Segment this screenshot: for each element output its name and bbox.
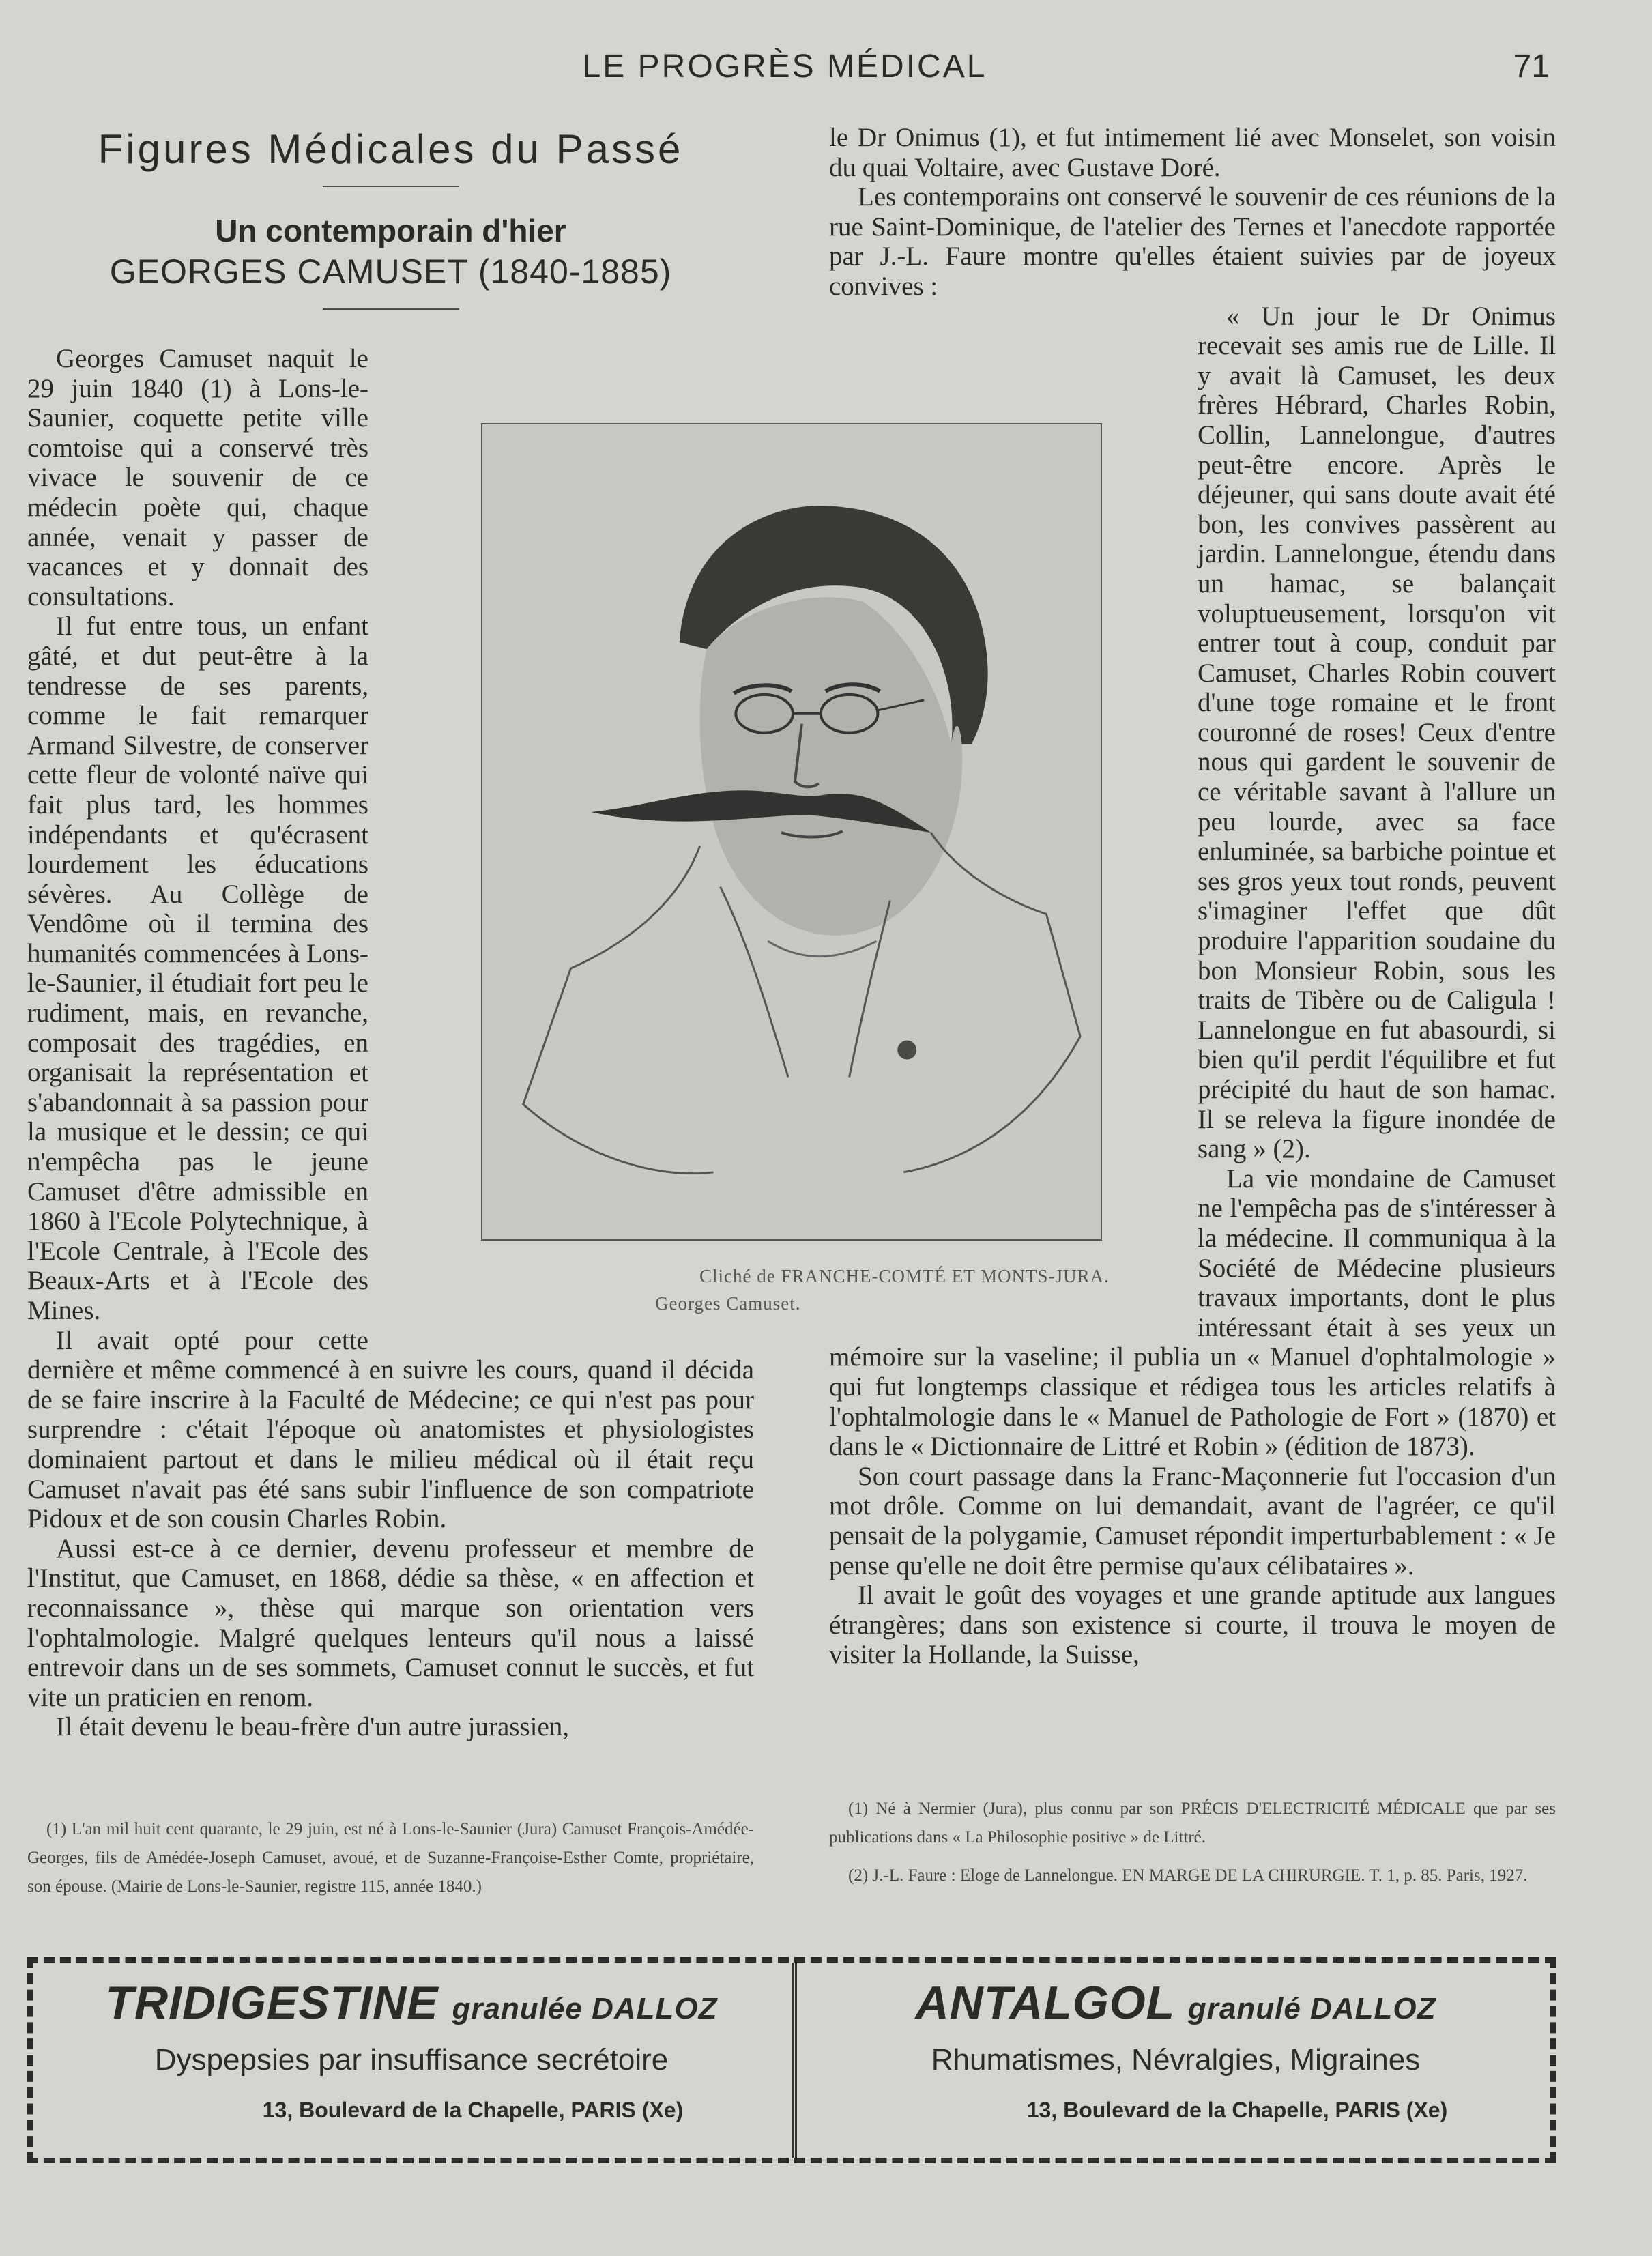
ad-divider bbox=[792, 1963, 797, 2158]
ad-indication: Rhumatismes, Névralgies, Migraines bbox=[931, 2043, 1421, 2077]
footnotes-left bbox=[27, 1815, 754, 1911]
ad-product: TRIDIGESTINE bbox=[105, 1977, 439, 2029]
journal-title: LE PROGRÈS MÉDICAL bbox=[582, 48, 987, 85]
paragraph: Il était devenu le beau-frère d'un autre jurassien, bbox=[56, 1712, 570, 1742]
section-title: Figures Médicales du Passé bbox=[98, 126, 684, 172]
paragraph: Il avait opté pour cette dernière et même commencé à en suivre les cours, quand il décida de se faire inscrire à la Faculté de Médecine; ce qui n'est pas pour surprendre : c'était l'époque où anatomistes et physiologistes dominaient partout et dans le milieu médical où il était reçu Camuset n'avait pas été sans subir l'influence de son compatriote Pidoux et de son cousin Charles Robin. bbox=[27, 1325, 754, 1534]
paragraph: Aussi est-ce à ce dernier, devenu professeur et membre de l'Institut, que Camuset, en 1868, dédie sa thèse, « en affection et reconnaissance », thèse qui marque son orientation vers l'ophtalmologie. Malgré quelques lenteurs qu'il nous a laissé entrevoir dans un de ses sommets, Camuset connut le succès, et fut vite un praticien en renom. bbox=[27, 1533, 754, 1712]
subject-rule bbox=[323, 308, 459, 310]
footnote: (2) J.-L. Faure : Eloge de Lannelongue. EN MARGE DE LA CHIRURGIE. T. 1, p. 85. Paris, 1927. bbox=[848, 1866, 1528, 1885]
paragraph: Georges Camuset naquit le 29 juin 1840 (1) à Lons-le-Saunier, coquette petite ville comtoise qui a conservé très vivace le souvenir de ce médecin poète qui, chaque année, venait y passer de vacances et y donnait des consultations. bbox=[27, 344, 368, 611]
page-number: 71 bbox=[1513, 48, 1550, 85]
advertisement-banner bbox=[27, 1957, 1556, 2163]
footnotes-right bbox=[829, 1795, 1556, 1900]
ad-suffix: granulé DALLOZ bbox=[1187, 1992, 1436, 2025]
paragraph: Il avait le goût des voyages et une grande aptitude aux langues étrangères; dans son existence si courte, il trouva le moyen de visiter la Hollande, la Suisse, bbox=[829, 1580, 1556, 1670]
article-subtitle: Un contemporain d'hier bbox=[215, 213, 566, 248]
paragraph: Les contemporains ont conservé le souvenir de ces réunions de la rue Saint-Dominique, de l'atelier des Ternes et l'anecdote rapportée par J.-L. Faure montre qu'elles étaient suivies par de joyeux convives : bbox=[829, 182, 1556, 301]
title-rule bbox=[323, 186, 459, 187]
ad-product: ANTALGOL bbox=[915, 1977, 1174, 2029]
ad-address: 13, Boulevard de la Chapelle, PARIS (Xe) bbox=[262, 2098, 684, 2122]
ad-address: 13, Boulevard de la Chapelle, PARIS (Xe) bbox=[1026, 2098, 1448, 2122]
footnote: (1) Né à Nermier (Jura), plus connu par son PRÉCIS D'ELECTRICITÉ MÉDICALE que par ses publications dans « La Philosophie positive » de Littré. bbox=[829, 1799, 1556, 1847]
ad-tridigestine bbox=[33, 1963, 790, 2158]
paragraph: le Dr Onimus (1), et fut intimement lié avec Monselet, son voisin du quai Voltaire, avec Gustave Doré. bbox=[829, 123, 1556, 182]
ad-antalgol bbox=[797, 1963, 1554, 2158]
paragraph: Son court passage dans la Franc-Maçonnerie fut l'occasion d'un mot drôle. Comme on lui demandait, avant de l'agréer, ce qu'il pensait de la polygamie, Camuset répondit imperturbablement : « Je pense qu'elle ne doit être permise qu'aux célibataires ». bbox=[829, 1461, 1556, 1580]
caption-name: Georges Camuset. bbox=[655, 1293, 801, 1314]
ad-suffix: granulée DALLOZ bbox=[452, 1992, 718, 2025]
paragraph: La vie mondaine de Camuset ne l'empêcha pas de s'intéresser à la médecine. Il communiqua à la Société de Médecine plusieurs travaux importants, dont le plus intéressant était à ses yeux un mémoire sur la vaseline; il publia un « Manuel d'ophtalmologie » qui fut longtemps classique et rédigea tous les articles relatifs à l'ophtalmologie dans le « Manuel de Pathologie de Fort » (1870) et dans le « Dictionnaire de Littré et Robin » (édition de 1873). bbox=[829, 1163, 1556, 1462]
portrait-caption bbox=[655, 1262, 1187, 1317]
footnote: (1) L'an mil huit cent quarante, le 29 juin, est né à Lons-le-Saunier (Jura) Camuset François-Amédée-Georges, fils de Amédée-Joseph Camuset, avoué, et de Suzanne-Françoise-Esther Comte, propriétaire, son épouse. (Mairie de Lons-le-Saunier, registre 115, année 1840.) bbox=[27, 1820, 754, 1896]
article-subject: GEORGES CAMUSET (1840-1885) bbox=[109, 252, 672, 291]
portrait-drawing bbox=[482, 424, 1101, 1239]
paragraph: Il fut entre tous, un enfant gâté, et dut peut-être à la tendresse de ses parents, comme le fait remarquer Armand Silvestre, de conserver cette fleur de volonté naïve qui fait plus tard, les hommes indépendants et qu'écrasent lourdement les éducations sévères. Au Collège de Vendôme où il termina des humanités commencées à Lons-le-Saunier, il étudiait fort peu le rudiment, mais, en revanche, composait des tragédies, en organisait la représentation et s'abandonnait à sa passion pour la musique et le dessin; ce qui n'empêcha pas le jeune Camuset d'être admissible en 1860 à l'Ecole Polytechnique, à l'Ecole Centrale, à l'Ecole des Beaux-Arts et à l'Ecole des Mines. bbox=[27, 611, 368, 1325]
caption-credit: Cliché de FRANCHE-COMTÉ ET MONTS-JURA. bbox=[699, 1266, 1110, 1286]
ad-title bbox=[797, 1976, 1554, 2029]
ad-indication: Dyspepsies par insuffisance secrétoire bbox=[154, 2043, 669, 2077]
portrait-engraving bbox=[481, 423, 1102, 1241]
paragraph: « Un jour le Dr Onimus recevait ses amis rue de Lille. Il y avait là Camuset, les deux frères Hébrard, Charles Robin, Collin, Lannelongue, d'autres peut-être encore. Après le déjeuner, qui sans doute avait été bon, les convives passèrent au jardin. Lannelongue, étendu dans un hamac, se balançait voluptueusement, lorsqu'on vit entrer tout à coup, conduit par Camuset, Charles Robin couvert d'une toge romaine et le front couronné de roses! Ceux d'entre nous qui gardent le souvenir de ce véritable savant à l'allure un peu lourde, avec sa face enluminée, sa barbiche pointue et ses gros yeux tout ronds, peuvent s'imaginer l'effet que dût produire l'apparition soudaine du bon Monsieur Robin, sous les traits de Tibère ou de Caligula ! Lannelongue en fut abasourdi, si bien qu'il perdit l'équilibre et fut précipité du haut de son hamac. Il se releva la figure inondée de sang » (2). bbox=[1198, 301, 1556, 1164]
page-header bbox=[0, 48, 1652, 89]
ad-title bbox=[33, 1976, 790, 2029]
